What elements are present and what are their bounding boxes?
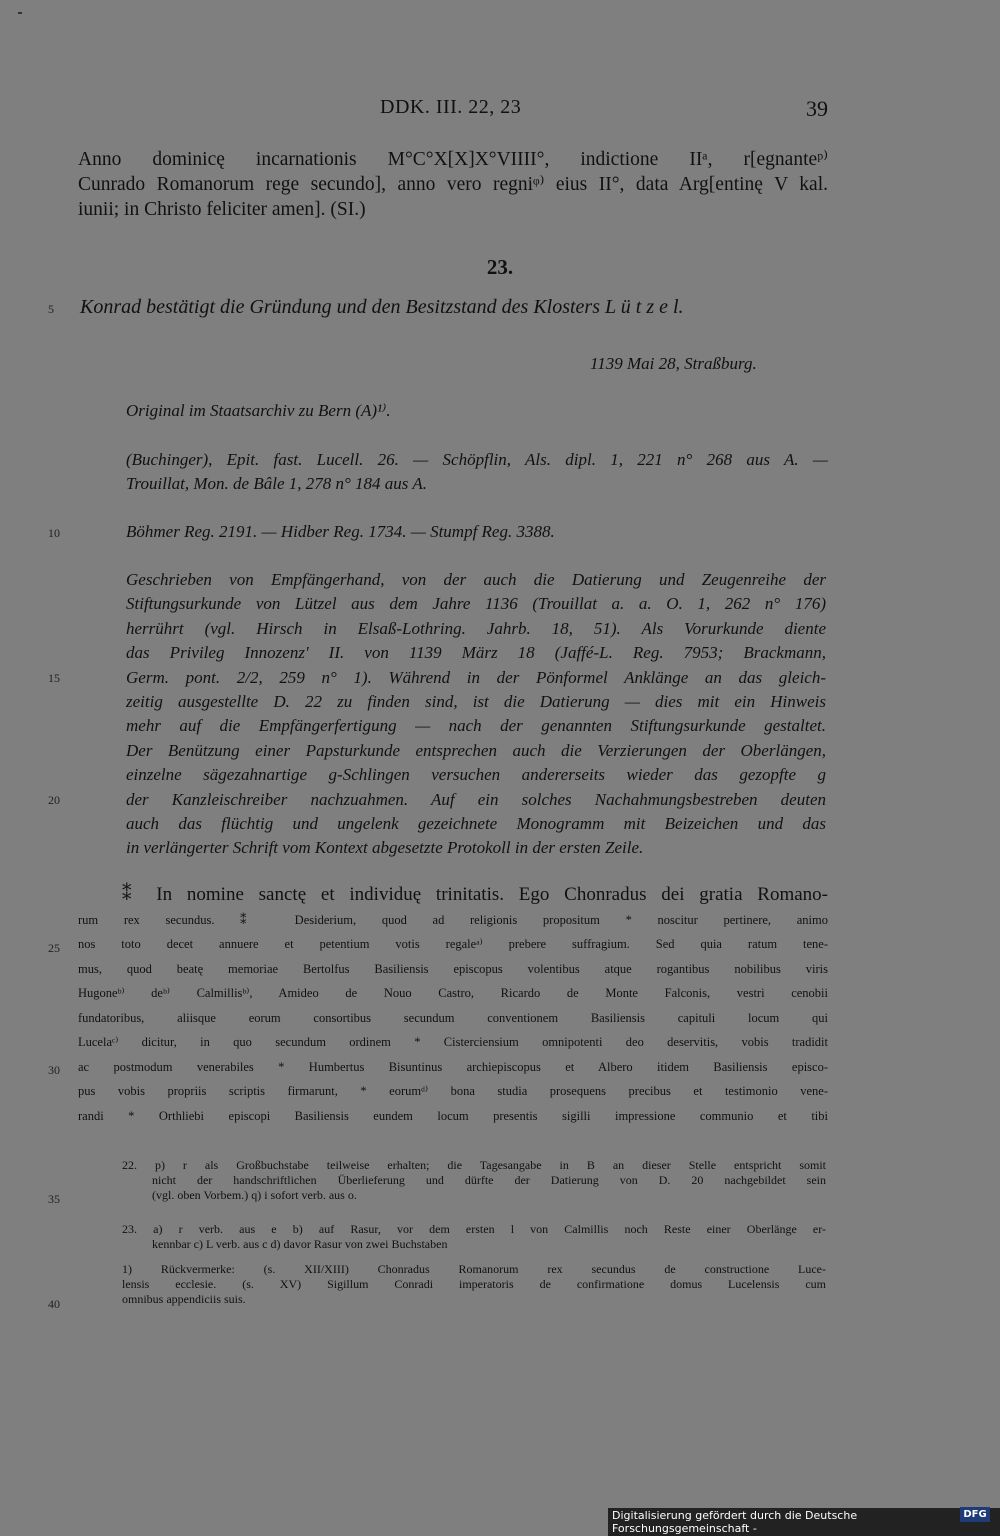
footnote-line: lensis ecclesie. (s. XV) Sigillum Conradi imperatoris de confirmatione domus Lucelensis cum — [122, 1277, 826, 1291]
charter-line: rum rex secundus. ⁑ Desiderium, quod ad religionis propositum * noscitur pertinere, animo — [78, 912, 828, 927]
charter-line: mus, quod beatę memoriae Bertolfus Basiliensis episcopus volentibus atque rogantibus nobilibus viris — [78, 961, 828, 976]
line-number: 25 — [48, 941, 60, 955]
charter-line: pus vobis propriis scriptis firmarunt, * eorumᵈ⁾ bona studia prosequens precibus et testimonio vene- — [78, 1084, 828, 1098]
commentary-line: herrührt (vgl. Hirsch in Elsaß-Lothring. Jahrb. 18, 51). Als Vorurkunde diente — [126, 618, 826, 638]
document-number: 23. — [486, 255, 514, 279]
running-title: DDK. III. 22, 23 — [380, 96, 522, 118]
footnotes-23 — [122, 1222, 826, 1252]
scan-mark — [18, 12, 22, 14]
commentary-line: mehr auf die Empfängerfertigung — nach der genannten Stiftungsurkunde gestaltet. — [126, 716, 826, 736]
commentary-line: Stiftungsurkunde von Lützel aus dem Jahre 1136 (Trouillat a. a. O. 1, 262 n° 176) — [126, 594, 826, 614]
editions-line: Trouillat, Mon. de Bâle 1, 278 n° 184 aus A. — [126, 474, 427, 494]
prev-text-line: Anno dominicę incarnationis M°C°X[X]X°VIIII°, indictione IIᵃ, r[egnanteᵖ⁾ — [78, 149, 828, 170]
footnote-line: 23. a) r verb. aus e b) auf Rasur, vor dem ersten l von Calmillis noch Reste einer Oberlänge er- — [122, 1222, 826, 1236]
commentary-line: Der Benützung einer Papsturkunde entsprechen auch die Verzierungen der Oberlängen, — [126, 740, 826, 760]
commentary-line: Geschrieben von Empfängerhand, von der auch die Datierung und Zeugenreihe der — [126, 570, 826, 589]
footnote-line: nicht der handschriftlichen Überlieferung und dürfte der Datierung von D. 20 nachgebildet sein — [152, 1173, 826, 1187]
charter-line: Lucelaᶜ⁾ dicitur, in quo secundum ordinem * Cisterciensium omnipotenti deo deservitis, vobis tradidit — [78, 1035, 828, 1049]
line-number: 35 — [48, 1192, 60, 1206]
prev-text-line: iunii; in Christo feliciter amen]. (SI.) — [78, 199, 366, 220]
date-place: 1139 Mai 28, Straßburg. — [590, 354, 757, 373]
footnotes-1 — [122, 1262, 826, 1307]
footnote-line: kennbar c) L verb. aus c d) davor Rasur von zwei Buchstaben — [152, 1237, 448, 1251]
footnote-line: (vgl. oben Vorbem.) q) i sofort verb. aus o. — [152, 1188, 357, 1202]
commentary-line: in verlängerter Schrift vom Kontext abgesetzte Protokoll in der ersten Zeile. — [126, 838, 644, 858]
line-number: 10 — [48, 526, 60, 540]
line-number: 40 — [48, 1297, 60, 1311]
footnote-line: omnibus appendiciis suis. — [122, 1292, 246, 1306]
charter-line: fundatoribus, aliisque eorum consortibus secundum conventionem Basiliensis capituli locum qui — [78, 1010, 828, 1025]
document-title: Konrad bestätigt die Gründung und den Besitzstand des Klosters L ü t z e l. — [80, 296, 684, 318]
footnote-line: 22. p) r als Großbuchstabe teilweise erhalten; die Tagesangabe in B an dieser Stelle entspricht somit — [122, 1158, 826, 1172]
line-number: 5 — [48, 302, 54, 316]
prev-text-line: Cunrado Romanorum rege secundo], anno vero regniᵠ⁾ eius II°, data Arg[entinę V kal. — [78, 174, 828, 195]
commentary-line: Germ. pont. 2/2, 259 n° 1). Während in der Pönformel Anklänge an das gleich- — [126, 667, 826, 687]
commentary — [126, 568, 826, 861]
page-number: 39 — [806, 96, 828, 121]
dfg-logo: DFG — [960, 1507, 990, 1522]
line-number: 15 — [48, 671, 60, 685]
charter-line: Hugoneᵇ⁾ deᵇ⁾ Calmillisᵇ⁾, Amideo de Nouo Castro, Ricardo de Monte Falconis, vestri cenobii — [78, 986, 828, 1000]
commentary-line: der Kanzleischreiber nachzuahmen. Auf ein solches Nachahmungsbestreben deuten — [126, 789, 826, 809]
editions — [126, 448, 828, 497]
regesta: Böhmer Reg. 2191. — Hidber Reg. 1734. — Stumpf Reg. 3388. — [126, 522, 555, 541]
editions-line: (Buchinger), Epit. fast. Lucell. 26. — Schöpflin, Als. dipl. 1, 221 n° 268 aus A. — — [126, 450, 828, 469]
charter-line: nos toto decet annuere et petentium votis regaleᵃ⁾ prebere suffragium. Sed quia ratum tene- — [78, 937, 828, 951]
line-number: 30 — [48, 1063, 60, 1077]
line-number: 20 — [48, 793, 60, 807]
commentary-line: zeitig ausgestellte D. 22 zu finden sind, ist die Datierung — dies mit ein Hinweis — [126, 692, 826, 712]
commentary-line: auch das flüchtig und ungelenk gezeichnete Monogramm mit Beizeichen und das — [126, 814, 826, 834]
footnote-line: 1) Rückvermerke: (s. XII/XIII) Chonradus Romanorum rex secundus de constructione Luce- — [122, 1262, 826, 1276]
charter-line: randi * Orthliebi episcopi Basiliensis eundem locum presentis sigilli impressione communio et tibi — [78, 1108, 828, 1123]
charter-line: ac postmodum venerabiles * Humbertus Bisuntinus archiepiscopus et Albero itidem Basiliensis episco- — [78, 1059, 828, 1074]
commentary-line: einzelne sägezahnartige g-Schlingen versuchen andererseits wieder das gezopfte g — [126, 765, 826, 785]
footnotes-22 — [122, 1158, 826, 1203]
charter-line: ⁑ In nomine sanctę et individuę trinitatis. Ego Chonradus dei gratia Romano- — [122, 884, 828, 905]
charter-text — [78, 883, 828, 1128]
tradition: Original im Staatsarchiv zu Bern (A)¹⁾. — [126, 401, 391, 420]
digitization-footer: Digitalisierung gefördert durch die Deutsche Forschungsgemeinschaft - — [608, 1508, 1000, 1536]
commentary-line: das Privileg Innozenz' II. von 1139 März 18 (Jaffé-L. Reg. 7953; Brackmann, — [126, 643, 826, 663]
